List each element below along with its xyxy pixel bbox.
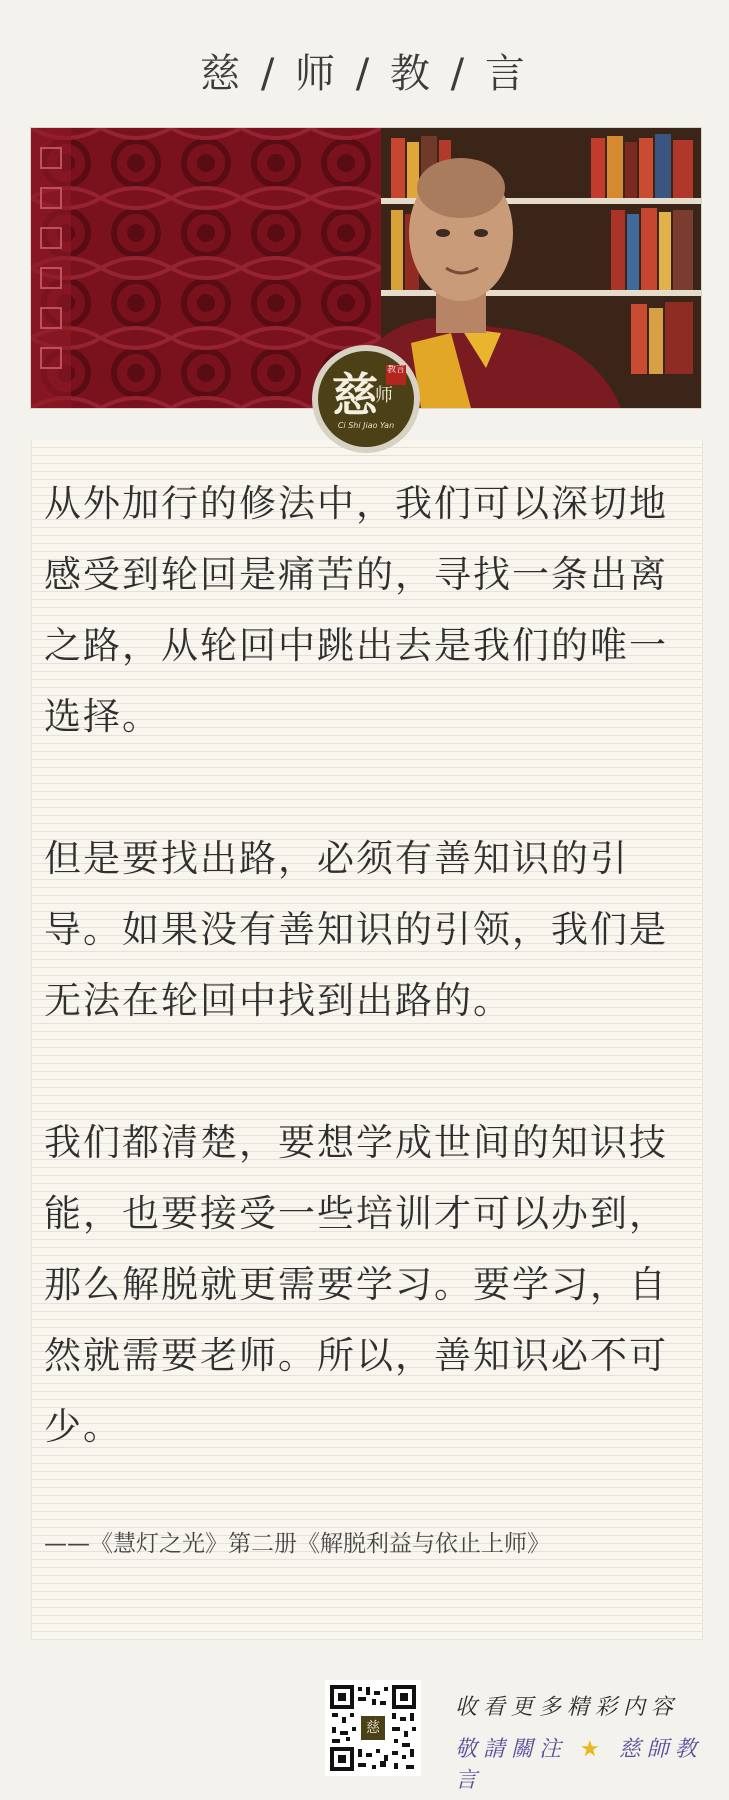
paragraph-3: 我们都清楚，要想学成世间的知识技能，也要接受一些培训才可以办到，那么解脱就更需要学习。要学习，自然就需要老师。所以，善知识必不可少。: [44, 1121, 668, 1448]
source-citation: ——《慧灯之光》第二册《解脱利益与依止上师》: [44, 1531, 550, 1557]
paragraph-2: 但是要找出路，必须有善知识的引导。如果没有善知识的引领，我们是无法在轮回中找到出路的。: [44, 837, 668, 1022]
logo-second-glyph: 师: [375, 385, 393, 406]
footer: [0, 1670, 729, 1793]
logo-seal: 教言: [386, 365, 406, 385]
logo-badge: [312, 345, 420, 453]
page-title: 慈 / 师 / 教 / 言: [200, 51, 529, 97]
paragraph-1: 从外加行的修法中，我们可以深切地感受到轮回是痛苦的，寻找一条出离之路，从轮回中跳出去是我们的唯一选择。: [44, 482, 668, 738]
star-icon: ★: [580, 1737, 600, 1762]
article-body: [44, 468, 694, 1533]
footer-cta: 收看更多精彩内容: [455, 1695, 680, 1720]
qr-code[interactable]: [325, 1680, 421, 1776]
qr-logo: 慈: [361, 1716, 385, 1740]
footer-follow-left: 敬請關注: [455, 1737, 568, 1762]
footer-follow: [455, 1732, 729, 1794]
logo-pinyin: Ci Shi Jiao Yan: [337, 421, 395, 430]
logo-main-glyph: 慈: [332, 368, 378, 422]
footer-follow-right: 慈師教言: [455, 1737, 703, 1793]
